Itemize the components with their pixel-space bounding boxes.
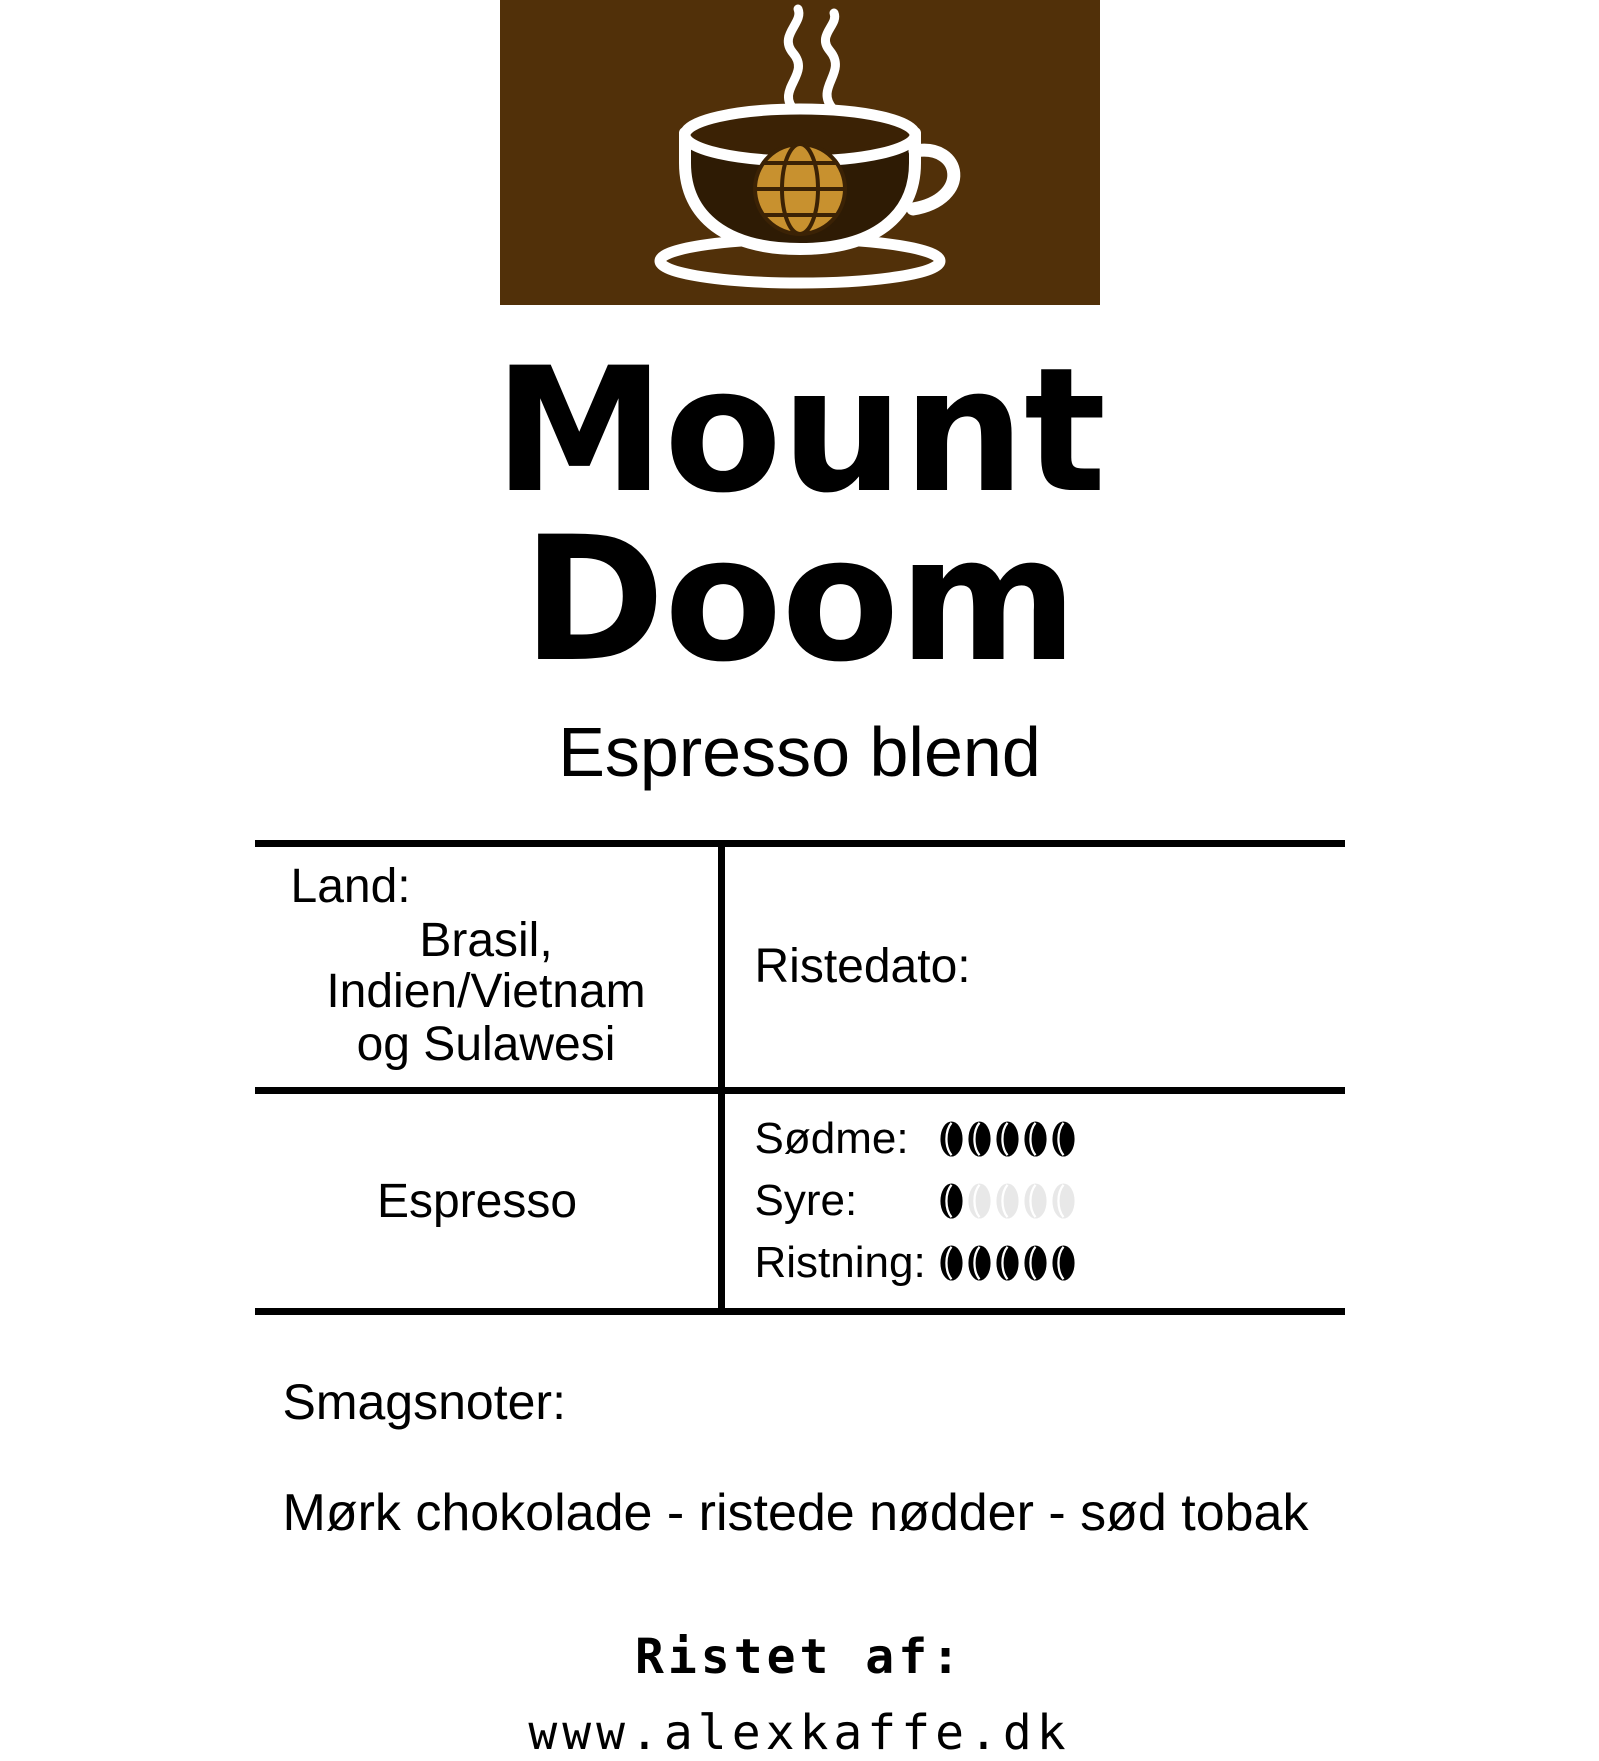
- ristedato-label: Ristedato:: [754, 940, 971, 994]
- product-title: [0, 330, 1599, 700]
- coffee-bean-icon: [1050, 1182, 1077, 1220]
- logo-container: [0, 0, 1599, 305]
- tasting-notes: [255, 1373, 1345, 1543]
- land-label: Land:: [290, 860, 411, 914]
- coffee-bean-icon: [1022, 1244, 1049, 1282]
- tasting-notes-label: Smagsnoter:: [282, 1373, 566, 1430]
- rating-row-acidity: [755, 1170, 1335, 1232]
- coffee-bean-icon: [966, 1244, 993, 1282]
- coffee-bean-icon: [1050, 1120, 1077, 1158]
- coffee-bean-icon: [994, 1244, 1021, 1282]
- rating-beans-sweetness: [938, 1120, 1077, 1158]
- roast-date-cell: [725, 847, 1345, 1087]
- table-row-profile: [255, 1094, 1345, 1308]
- rating-row-sweetness: [755, 1108, 1335, 1170]
- info-table: [255, 840, 1345, 1315]
- rating-label-sweetness: Sødme:: [754, 1113, 909, 1163]
- coffee-cup-globe-icon: [590, 3, 1010, 303]
- land-value-line2: og Sulawesi: [356, 1017, 616, 1071]
- roaster-website[interactable]: www.alexkaffe.dk: [528, 1704, 1071, 1761]
- coffee-bean-icon: [1050, 1244, 1077, 1282]
- rating-beans-roast: [938, 1244, 1077, 1282]
- coffee-bean-icon: [1022, 1182, 1049, 1220]
- globe-icon: [755, 144, 845, 234]
- coffee-bean-icon: [994, 1182, 1021, 1220]
- brand-logo: [500, 0, 1100, 305]
- product-title-line1: Mount: [493, 330, 1106, 531]
- rating-label-acidity: Syre:: [754, 1175, 858, 1225]
- tasting-notes-value: Mørk chokolade - ristede nødder - sød tobak: [282, 1483, 1309, 1542]
- footer: [0, 1629, 1599, 1761]
- product-subtitle: Espresso blend: [558, 713, 1041, 792]
- rating-beans-acidity: [938, 1182, 1077, 1220]
- roasted-by-label: Ristet af:: [635, 1628, 964, 1685]
- coffee-bean-icon: [938, 1182, 965, 1220]
- coffee-bean-icon: [938, 1244, 965, 1282]
- product-title-line2: Doom: [522, 498, 1077, 700]
- table-row-origin: [255, 847, 1345, 1094]
- brew-method-cell: [255, 1094, 725, 1308]
- coffee-bean-icon: [1022, 1120, 1049, 1158]
- coffee-bean-icon: [966, 1182, 993, 1220]
- coffee-bean-icon: [938, 1120, 965, 1158]
- coffee-bean-icon: [966, 1120, 993, 1158]
- land-value-line1: Brasil, Indien/Vietnam: [326, 914, 646, 1018]
- origin-cell: [255, 847, 725, 1087]
- ratings-cell: [725, 1094, 1345, 1308]
- rating-label-roast: Ristning:: [754, 1237, 926, 1287]
- brew-method-value: Espresso: [376, 1175, 578, 1229]
- coffee-bean-icon: [994, 1120, 1021, 1158]
- rating-row-roast: [755, 1232, 1335, 1294]
